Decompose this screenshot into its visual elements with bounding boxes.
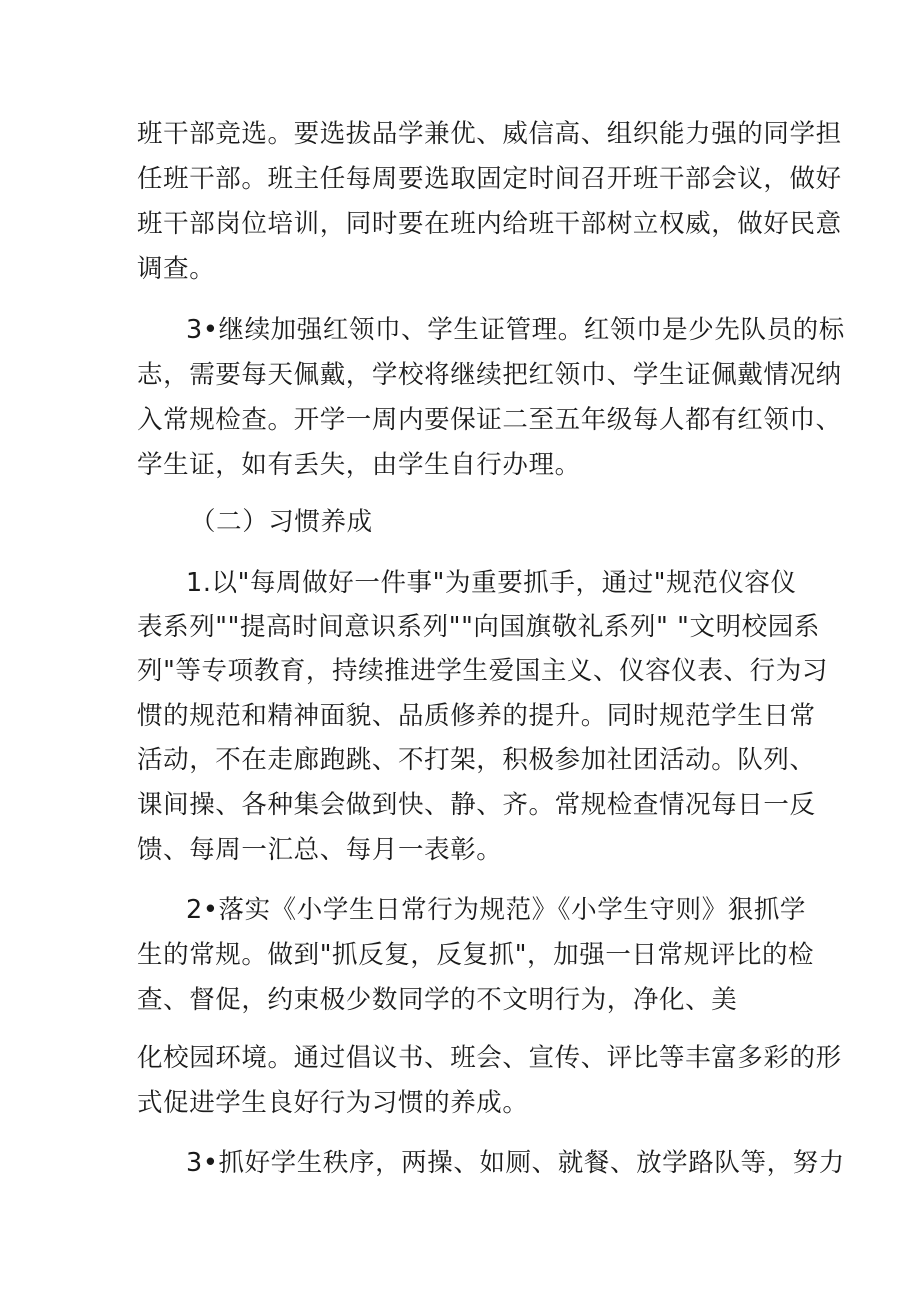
- text-line: 志，需要每天佩戴，学校将继续把红领巾、学生证佩戴情况纳: [137, 360, 842, 390]
- text-line: 学生证，如有丢失，由学生自行办理。: [137, 450, 581, 480]
- text-line: 馈、每周一汇总、每月一表彰。: [137, 835, 503, 865]
- text-line: 3•继续加强红领巾、学生证管理。红领巾是少先队员的标: [186, 315, 845, 345]
- text-line: 生的常规。做到"抓反复，反复抓"，加强一日常规评比的检: [137, 940, 815, 970]
- text-line: 表系列""提高时间意识系列""向国旗敬礼系列" "文明校园系: [137, 612, 820, 642]
- text-line: 班干部岗位培训，同时要在班内给班干部树立权威，做好民意: [137, 209, 842, 239]
- text-line: 调查。: [137, 254, 216, 284]
- text-line: 式促进学生良好行为习惯的养成。: [137, 1088, 529, 1118]
- text-line: 查、督促，约束极少数同学的不文明行为，净化、美: [137, 985, 738, 1015]
- text-line: 班干部竞选。要选拔品学兼优、威信高、组织能力强的同学担: [137, 119, 842, 149]
- text-line: 课间操、各种集会做到快、静、齐。常规检查情况每日一反: [137, 790, 816, 820]
- text-line: 2•落实《小学生日常行为规范》《小学生守则》狠抓学: [186, 895, 807, 925]
- text-line: 3•抓好学生秩序，两操、如厕、就餐、放学路队等，努力: [186, 1148, 845, 1178]
- text-line: 1.以"每周做好一件事"为重要抓手，通过"规范仪容仪: [186, 568, 797, 598]
- text-line: 列"等专项教育，持续推进学生爱国主义、仪容仪表、行为习: [137, 656, 828, 686]
- text-line: 惯的规范和精神面貌、品质修养的提升。同时规范学生日常: [137, 701, 816, 731]
- section-heading: （二）习惯养成: [190, 507, 373, 537]
- text-line: 任班干部。班主任每周要选取固定时间召开班干部会议，做好: [137, 164, 842, 194]
- text-line: 活动，不在走廊跑跳、不打架，积极参加社团活动。队列、: [137, 745, 816, 775]
- text-line: 化校园环境。通过倡议书、班会、宣传、评比等丰富多彩的形: [137, 1043, 842, 1073]
- text-line: 入常规检查。开学一周内要保证二至五年级每人都有红领巾、: [137, 405, 842, 435]
